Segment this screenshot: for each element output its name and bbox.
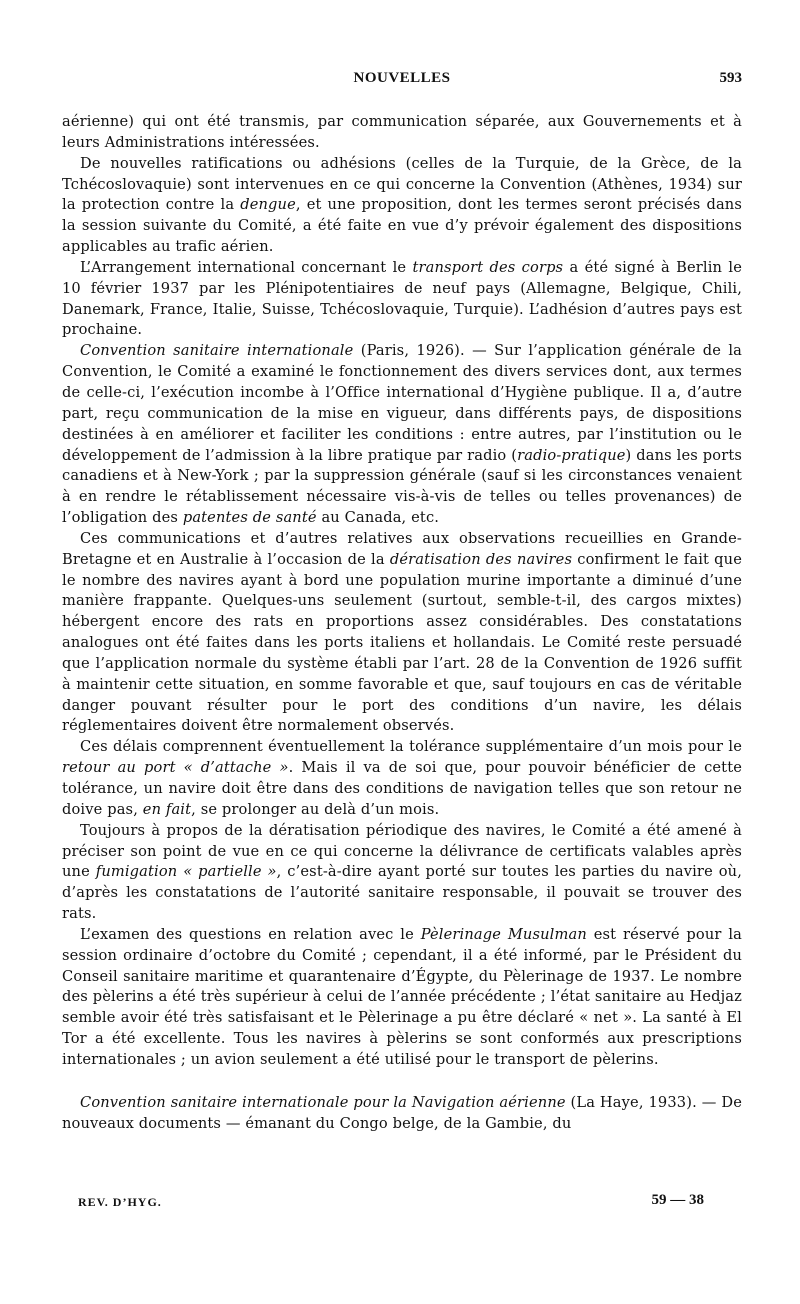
text-run: (La Haye, 1933). — De nouveaux documents — émanant du Congo belge, de la Gambie, du bbox=[62, 1093, 742, 1132]
paragraph bbox=[62, 1093, 742, 1135]
italic-phrase: Convention sanitaire internationale bbox=[80, 342, 354, 360]
text-run: confirment le fait que le nombre des navires ayant à bord une population murine importante a diminué d’une manière frappante. Quelques-uns seulement (surtout, semble-t-il, des cargos mixtes) hébergent encore des rats en proportions assez considérables. Des constatations analogues ont été faites dans les ports italiens et hollandais. Le Comité reste persuadé que l’application normale du système établi par l’art. 28 de la Convention de 1926 suffit à maintenir cette situation, en somme favorable et que, sauf toujours en cas de véritable danger pouvant résulter pour le port des conditions d’un navire, les délais réglementaires doivent être normalement observés. bbox=[62, 550, 742, 735]
italic-phrase: transport des corps bbox=[412, 258, 564, 276]
text-run: L’Arrangement international concernant le bbox=[80, 258, 413, 276]
italic-phrase: radio-pratique bbox=[517, 446, 626, 464]
text-run: , et une proposition, dont les termes seront précisés dans la session suivante du Comité, a été faite en vue d’y prévoir également des dispositions applicables au trafic aérien. bbox=[62, 196, 742, 256]
text-run: est réservé pour la session ordinaire d’octobre du Comité ; cependant, il a été informé, par le Président du Conseil sanitaire maritime et quarantenaire d’Égypte, du Pèlerinage de 1937. Le nombre des pèlerins a été très supérieur à celui de l’année précédente ; l’état sanitaire au Hedjaz semble avoir été très satisfaisant et le Pèlerinage a pu être déclaré « net ». La santé à El Tor a été excellente. Tous les navires à pèlerins se sont conformés aux prescriptions internationales ; un avion seulement a été utilisé pour le transport de pèlerins. bbox=[62, 925, 743, 1068]
signature-mark: 59 — 38 bbox=[651, 1192, 704, 1208]
italic-phrase: patentes de santé bbox=[182, 509, 317, 527]
paragraph bbox=[62, 529, 742, 737]
paragraph bbox=[62, 737, 742, 820]
text-run: . Mais il va de soi que, pour pouvoir bénéficier de cette tolérance, un navire doit être dans des conditions de navigation telles que son retour ne doive pas, bbox=[62, 759, 742, 818]
text-run: , c’est-à-dire ayant porté sur toutes les parties du navire où, d’après les constatations de l’autorité sanitaire responsable, il pouvait se trouver des rats. bbox=[62, 863, 742, 923]
page-footer bbox=[78, 1192, 744, 1214]
italic-phrase: dengue bbox=[240, 196, 296, 214]
text-run: ) dans les ports canadiens et à New-York ; par la suppression générale (sauf si les circonstances venaient à en rendre le rétablissement nécessaire vis-à-vis de telles ou telles provenances) de l’obligation des bbox=[62, 446, 742, 527]
page-header bbox=[62, 66, 742, 92]
paragraph bbox=[62, 925, 742, 1071]
text-run: aérienne) qui ont été transmis, par communication séparée, aux Gouvernements et à leurs Administrations intéressées. bbox=[62, 113, 742, 151]
article-body bbox=[62, 112, 742, 1135]
document-page bbox=[62, 66, 742, 1135]
text-run: , se prolonger au delà d’un mois. bbox=[191, 800, 440, 818]
italic-phrase: Convention sanitaire internationale pour la Navigation aérienne bbox=[80, 1093, 566, 1111]
paragraph bbox=[62, 341, 742, 529]
text-run: Ces communications et d’autres relatives aux observations recueillies en Grande-Bretagne et en Australie à l’occasion de la bbox=[62, 529, 742, 568]
text-run: Ces délais comprennent éventuellement la tolérance supplémentaire d’un mois pour le bbox=[80, 738, 742, 756]
paragraph bbox=[62, 821, 742, 925]
paragraph bbox=[62, 112, 742, 154]
text-run: De nouvelles ratifications ou adhésions (celles de la Turquie, de la Grèce, de la Tchécoslovaquie) sont intervenues en ce qui concerne la Convention (Athènes, 1934) sur la protection contre la bbox=[62, 154, 742, 214]
italic-phrase: fumigation « partielle » bbox=[95, 863, 277, 881]
text-run: a été signé à Berlin le 10 février 1937 par les Plénipotentiaires de neuf pays (Allemagne, Belgique, Chili, Danemark, France, Italie, Suisse, Tchécoslovaquie, Turquie). L’adhésion d’autres pays est prochaine. bbox=[62, 258, 742, 339]
paragraph bbox=[62, 154, 742, 258]
text-run: au Canada, etc. bbox=[316, 509, 440, 527]
journal-abbreviation: REV. D’HYG. bbox=[78, 1195, 162, 1209]
italic-phrase: en fait bbox=[142, 800, 192, 818]
italic-phrase: retour au port « d’attache » bbox=[62, 759, 289, 777]
italic-phrase: dératisation des navires bbox=[389, 550, 573, 568]
text-run: Toujours à propos de la dératisation périodique des navires, le Comité a été amené à préciser son point de vue en ce qui concerne la délivrance de certificats valables après une bbox=[62, 821, 742, 881]
running-title: NOUVELLES bbox=[353, 70, 451, 86]
paragraph bbox=[62, 258, 742, 341]
text-run: (Paris, 1926). — Sur l’application générale de la Convention, le Comité a examiné le fonctionnement des divers services dont, aux termes de celle-ci, l’exécution incombe à l’Office international d’Hygiène publique. Il a, d’autre part, reçu communication de la mise en vigueur, dans différents pays, de dispositions destinées à en améliorer et faciliter les conditions : entre autres, par l’institution ou le développement de l’admission à la libre pratique par radio ( bbox=[62, 342, 742, 464]
page-number: 593 bbox=[719, 70, 742, 86]
italic-phrase: Pèlerinage Musulman bbox=[420, 925, 587, 943]
text-run: L’examen des questions en relation avec le bbox=[80, 925, 421, 943]
